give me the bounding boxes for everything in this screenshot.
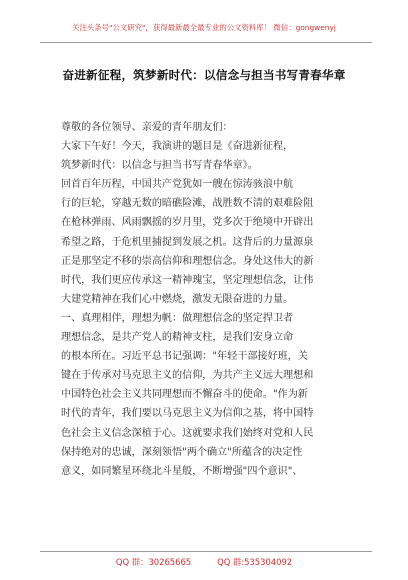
body-line: 色社会主义信念深植于心。这就要求我们始终对党和人民 bbox=[61, 427, 314, 439]
body-line: 中国特色社会主义共同理想而不懈奋斗的使命。"作为新 bbox=[61, 389, 308, 401]
footer-divider bbox=[40, 551, 372, 552]
body-line: 时代，我们更应传承这一精神瑰宝，坚定理想信念，让伟 bbox=[61, 274, 314, 286]
body-line: 意义，如同繁星环绕北斗星般，不断增强"四个意识"、 bbox=[61, 465, 303, 477]
body-line: 希望之路，于危机里捕捉到发展之机。这背后的力量源泉 bbox=[61, 236, 314, 248]
body-line: 尊敬的各位领导、亲爱的青年朋友们： bbox=[61, 122, 233, 133]
promo-header: 关注头条号"公文研究"，获得最新最全最专业的公文资料库！ 微信：gongwenyj bbox=[72, 23, 336, 32]
footer-qq-group-2: QQ 群:535304092 bbox=[217, 557, 293, 567]
document-title: 奋进新征程，筑梦新时代：以信念与担当书写青春华章 bbox=[62, 68, 346, 82]
footer bbox=[0, 556, 408, 568]
body-line: 时代的青年，我们要以马克思主义为信仰之基，将中国特 bbox=[61, 408, 314, 420]
footer-qq-group-1: QQ 群：30265665 bbox=[115, 557, 192, 567]
body-line: 正是那坚定不移的崇高信仰和理想信念。身处这伟大的新 bbox=[61, 255, 314, 267]
body-line: 键在于传承对马克思主义的信仰，为共产主义远大理想和 bbox=[61, 370, 314, 382]
body-line: 在枪林弹雨、风雨飘摇的岁月里，党多次于绝境中开辟出 bbox=[61, 217, 314, 229]
body-line: 保持绝对的忠诚，深刻领悟"两个确立"所蕴含的决定性 bbox=[61, 446, 303, 458]
body-line: 的根本所在。习近平总书记强调："年轻干部接好班，关 bbox=[61, 351, 308, 363]
document-body bbox=[61, 118, 345, 481]
body-line: 筑梦新时代：以信念与担当书写青春华章》。 bbox=[61, 160, 258, 172]
body-line: 行的巨轮，穿越无数的暗礁险滩，战胜数不清的艰难险阻 bbox=[61, 198, 314, 210]
body-line: 大建党精神在我们心中燃烧，激发无限奋进的力量。 bbox=[61, 293, 294, 305]
body-line: 回首百年历程，中国共产党犹如一艘在惊涛骇浪中航 bbox=[61, 179, 294, 191]
body-line: 大家下午好！今天，我演讲的题目是《奋进新征程， bbox=[61, 141, 294, 153]
body-line: 理想信念，是共产党人的精神支柱，是我们安身立命 bbox=[61, 332, 294, 344]
header-divider bbox=[40, 42, 372, 43]
section-heading: 一、真理相伴，理想为帆：做理想信念的坚定捍卫者 bbox=[61, 312, 294, 324]
